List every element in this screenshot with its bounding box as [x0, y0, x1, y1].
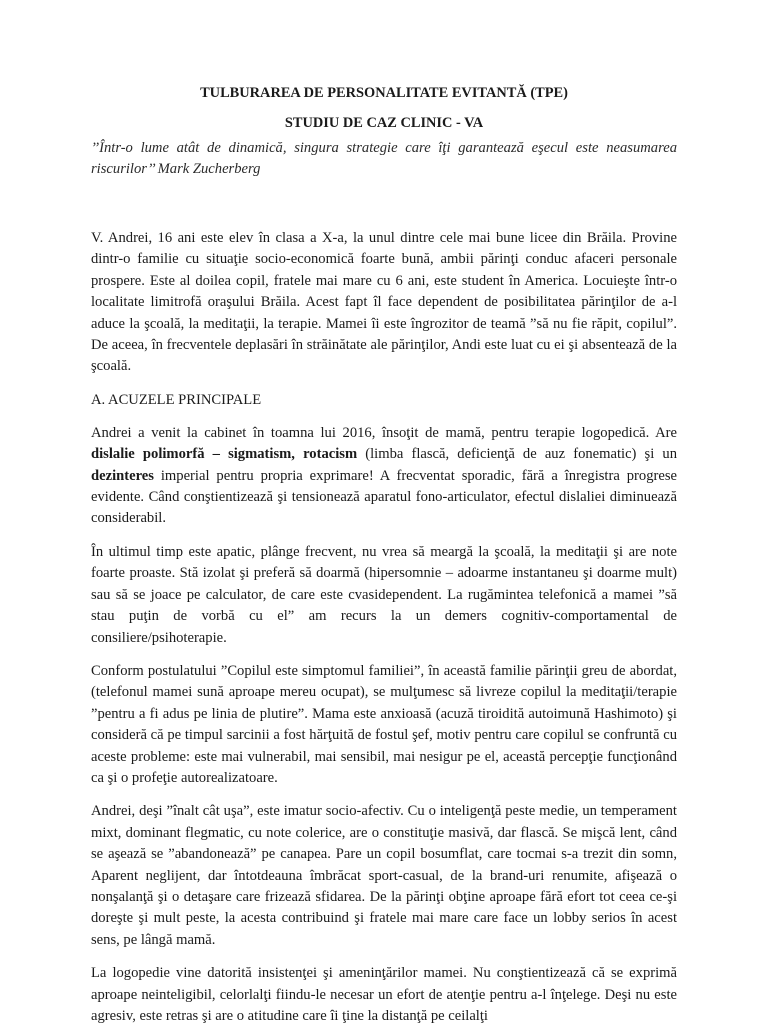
paragraph-family: Conform postulatului ”Copilul este simptomul familiei”, în această familie părinţii greu de abordat, (telefonul mamei sună aproape mereu ocupat), se mulţumesc să livreze copilul la meditaţii/terapie ”pentru a fi adus pe linia de plutire”. Mama este anxioasă (acuză tiroidită autoimună Hashimoto) şi consideră că pe timpul sarcinii a fost hărţuită de fostul şef, motiv pentru care copilul se confruntă cu aceste probleme: este mai vulnerabil, mai sensibil, mai nesigur pe el, această percepţie funcţionând ca şi o profeţie autorealizatoare.: [91, 662, 677, 786]
document-subtitle: STUDIU DE CAZ CLINIC - VA: [284, 115, 484, 131]
paragraph-recent-behavior: În ultimul timp este apatic, plânge frecvent, nu vrea să meargă la şcoală, la meditaţii şi are note foarte proaste. Stă izolat şi preferă să doarmă (hipersomnie – adoarme instantaneu şi doarme mult) sau să se joace pe calculator, de care este cvasidependent. La rugămintea telefonică a mamei ”să stau puţin de vorbă cu el” am recurs la un demers cognitiv-comportamental de consiliere/psihoterapie.: [91, 543, 677, 646]
bold-diagnosis: dislalie polimorfă – sigmatism, rotacism: [91, 446, 358, 463]
paragraph-personality: Andrei, deşi ”înalt cât uşa”, este imatur socio-afectiv. Cu o inteligenţă peste medie, un temperament mixt, dominant flegmatic, cu note colerice, are o constituţie masivă, dar flască. Se mişcă lent, când se aşează se ”abandonează” pe canapea. Pare un copil bosumflat, care tocmai s-a trezit din somn, Aparent neglijent, dar întotdeauna îmbrăcat sport-casual, de la brand-uri renumite, afişează o nonşalanţă şi o detaşare care frizează sfidarea. De la părinţi obţine aproape fără efort tot ceea ce-şi doreşte şi mult peste, la acesta contribuind şi fratele mai mare care face un lobby serios în acest sens, pe lângă mamă.: [91, 803, 677, 948]
section-heading-principal-complaints: A. ACUZELE PRINCIPALE: [91, 391, 262, 408]
bold-disinterest: dezinteres: [91, 467, 154, 484]
paragraph-complaints: [91, 423, 677, 530]
paragraph-intro: V. Andrei, 16 ani este elev în clasa a X-a, la unul dintre cele mai bune licee din Brăila. Provine dintr-o familie cu situaţie socio-economică foarte bună, ambii părinţi conduc afaceri personale prospere. Este al doilea copil, fratele mai mare cu 6 ani, este student în America. Locuieşte într-o localitate limitrofă oraşului Brăila. Acest fapt îl face dependent de posibilitatea părinţilor de a-l aduce la şcoală, la meditaţii, la terapie. Mamei îi este îngrozitor de teamă ”să nu fie răpit, copilul”. De aceea, în frecventele deplasări în străinătate ale părinţilor, Andi este luat cu ei şi absentează de la şcoală.: [91, 230, 677, 375]
text-run: imperial pentru propria exprimare! A frecventat sporadic, fără a înregistra progrese evidente. Când conştientizează şi tensionează aparatul fono-articulator, efectul dislaliei diminuează considerabil.: [91, 467, 677, 527]
paragraph-speech-therapy: La logopedie vine datorită insistenţei şi ameninţărilor mamei. Nu conştientizează că se exprimă aproape neinteligibil, celorlalţi fiindu-le necesar un efort de atenţie pentru a-l înţelege. Deşi nu este agresiv, este retras şi are o atitudine care îi ţine la distanţă pe ceilalţi: [91, 965, 677, 1024]
document-title: TULBURAREA DE PERSONALITATE EVITANTĂ (TPE): [200, 85, 568, 101]
text-run: Andrei a venit la cabinet în toamna lui 2016, însoţit de mamă, pentru terapie logopedică. Are: [91, 424, 677, 441]
epigraph-quote: ’’Într-o lume atât de dinamică, singura strategie care îţi garantează eşecul este neasumarea riscurilor’’ Mark Zucherberg: [91, 140, 677, 177]
text-run: (limba flască, deficienţă de auz fonematic) şi un: [357, 446, 677, 463]
